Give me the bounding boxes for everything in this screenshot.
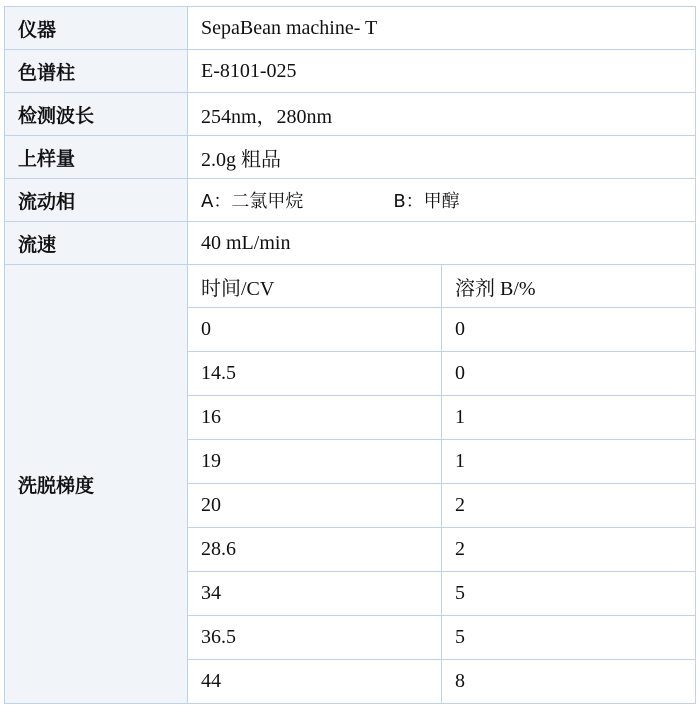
table-row (5, 136, 696, 179)
row-value-wavelength: 254nm，280nm (188, 93, 696, 136)
gradient-time: 16 (188, 396, 442, 440)
row-value-flow-rate: 40 mL/min (188, 222, 696, 265)
gradient-time: 14.5 (188, 352, 442, 396)
gradient-solvent-b: 2 (442, 528, 696, 572)
row-label-instrument: 仪器 (5, 7, 188, 50)
gradient-solvent-b: 1 (442, 440, 696, 484)
gradient-solvent-b: 1 (442, 396, 696, 440)
table-row (5, 93, 696, 136)
row-label-mobile-phase: 流动相 (5, 179, 188, 222)
gradient-header-time: 时间/CV (188, 265, 442, 308)
gradient-header-solvent-b: 溶剂 B/% (442, 265, 696, 308)
gradient-time: 28.6 (188, 528, 442, 572)
gradient-time: 20 (188, 484, 442, 528)
gradient-solvent-b: 0 (442, 308, 696, 352)
table-row (5, 7, 696, 50)
gradient-time: 36.5 (188, 616, 442, 660)
mobile-phase-a: A：二氯甲烷 (201, 191, 304, 212)
row-label-wavelength: 检测波长 (5, 93, 188, 136)
table-row (5, 50, 696, 93)
table-row (5, 179, 696, 222)
row-value-sample-load: 2.0g 粗品 (188, 136, 696, 179)
gradient-solvent-b: 5 (442, 616, 696, 660)
gradient-solvent-b: 2 (442, 484, 696, 528)
table-row (5, 222, 696, 265)
row-value-instrument: SepaBean machine- T (188, 7, 696, 50)
row-label-gradient: 洗脱梯度 (5, 265, 188, 704)
mobile-phase-b: B：甲醇 (393, 191, 460, 212)
gradient-time: 0 (188, 308, 442, 352)
row-label-column: 色谱柱 (5, 50, 188, 93)
gradient-time: 19 (188, 440, 442, 484)
row-value-column: E-8101-025 (188, 50, 696, 93)
row-label-sample-load: 上样量 (5, 136, 188, 179)
gradient-solvent-b: 0 (442, 352, 696, 396)
chromatography-parameters-table (4, 6, 696, 704)
gradient-time: 44 (188, 660, 442, 704)
gradient-time: 34 (188, 572, 442, 616)
gradient-solvent-b: 8 (442, 660, 696, 704)
gradient-header-row (5, 265, 696, 308)
row-value-mobile-phase (188, 179, 696, 222)
gradient-solvent-b: 5 (442, 572, 696, 616)
row-label-flow-rate: 流速 (5, 222, 188, 265)
